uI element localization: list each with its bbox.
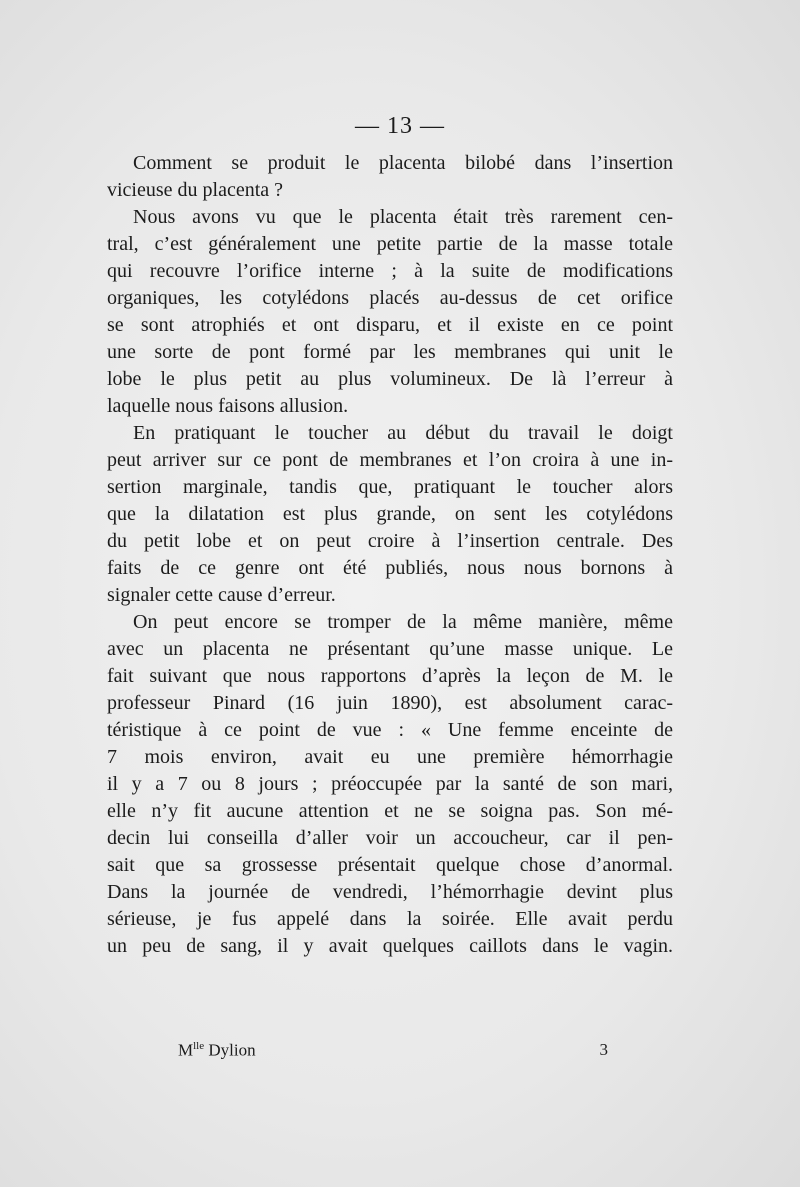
page-number: — 13 — (355, 113, 445, 139)
text-line: 7 mois environ, avait eu une première hémorrhagie (107, 746, 673, 768)
text-line: organiques, les cotylédons placés au-dessus de cet orifice (107, 287, 673, 309)
text-line: decin lui conseilla d’aller voir un accoucheur, car il pen- (107, 827, 673, 849)
text-line: du petit lobe et on peut croire à l’insertion centrale. Des (107, 530, 673, 552)
paragraph (107, 609, 673, 960)
text-line: fait suivant que nous rapportons d’après la leçon de M. le (107, 665, 673, 687)
text-line: professeur Pinard (16 juin 1890), est absolument carac- (107, 692, 673, 714)
text-line: On peut encore se tromper de la même manière, même (133, 611, 673, 633)
text-line: vicieuse du placenta ? (107, 179, 284, 201)
text-line: un peu de sang, il y avait quelques caillots dans le vagin. (107, 935, 673, 957)
author-name: Dylion (204, 1040, 256, 1060)
text-line: lobe le plus petit au plus volumineux. De là l’erreur à (107, 368, 673, 390)
text-line: En pratiquant le toucher au début du travail le doigt (133, 422, 673, 444)
text-line: signaler cette cause d’erreur. (107, 584, 336, 606)
page-footer (178, 1040, 608, 1061)
author-prefix: M (178, 1040, 194, 1060)
text-line: que la dilatation est plus grande, on sent les cotylédons (107, 503, 673, 525)
paragraph (107, 204, 673, 420)
text-line: il y a 7 ou 8 jours ; préoccupée par la santé de son mari, (107, 773, 673, 795)
text-line: une sorte de pont formé par les membranes qui unit le (107, 341, 673, 363)
text-line: Dans la journée de vendredi, l’hémorrhagie devint plus (107, 881, 673, 903)
text-line: sertion marginale, tandis que, pratiquant le toucher alors (107, 476, 673, 498)
text-line: Nous avons vu que le placenta était très rarement cen- (133, 206, 673, 228)
text-line: laquelle nous faisons allusion. (107, 395, 349, 417)
text-line: peut arriver sur ce pont de membranes et l’on croira à une in- (107, 449, 673, 471)
paragraph (107, 150, 673, 204)
text-line: elle n’y fit aucune attention et ne se soigna pas. Son mé- (107, 800, 673, 822)
text-line: téristique à ce point de vue : « Une femme enceinte de (107, 719, 673, 741)
author-title-sup: lle (193, 1040, 205, 1052)
text-line: sérieuse, je fus appelé dans la soirée. Elle avait perdu (107, 908, 673, 930)
text-line: sait que sa grossesse présentait quelque chose d’anormal. (107, 854, 673, 876)
paragraph (107, 420, 673, 609)
text-line: se sont atrophiés et ont disparu, et il existe en ce point (107, 314, 673, 336)
body-text (107, 150, 673, 960)
sheet-signature: 3 (599, 1040, 608, 1059)
text-line: tral, c’est généralement une petite partie de la masse totale (107, 233, 673, 255)
text-line: Comment se produit le placenta bilobé dans l’insertion (133, 152, 673, 174)
text-line: avec un placenta ne présentant qu’une masse unique. Le (107, 638, 673, 660)
author-signature (178, 1040, 256, 1061)
text-line: faits de ce genre ont été publiés, nous nous bornons à (107, 557, 673, 579)
text-line: qui recouvre l’orifice interne ; à la suite de modifications (107, 260, 673, 282)
